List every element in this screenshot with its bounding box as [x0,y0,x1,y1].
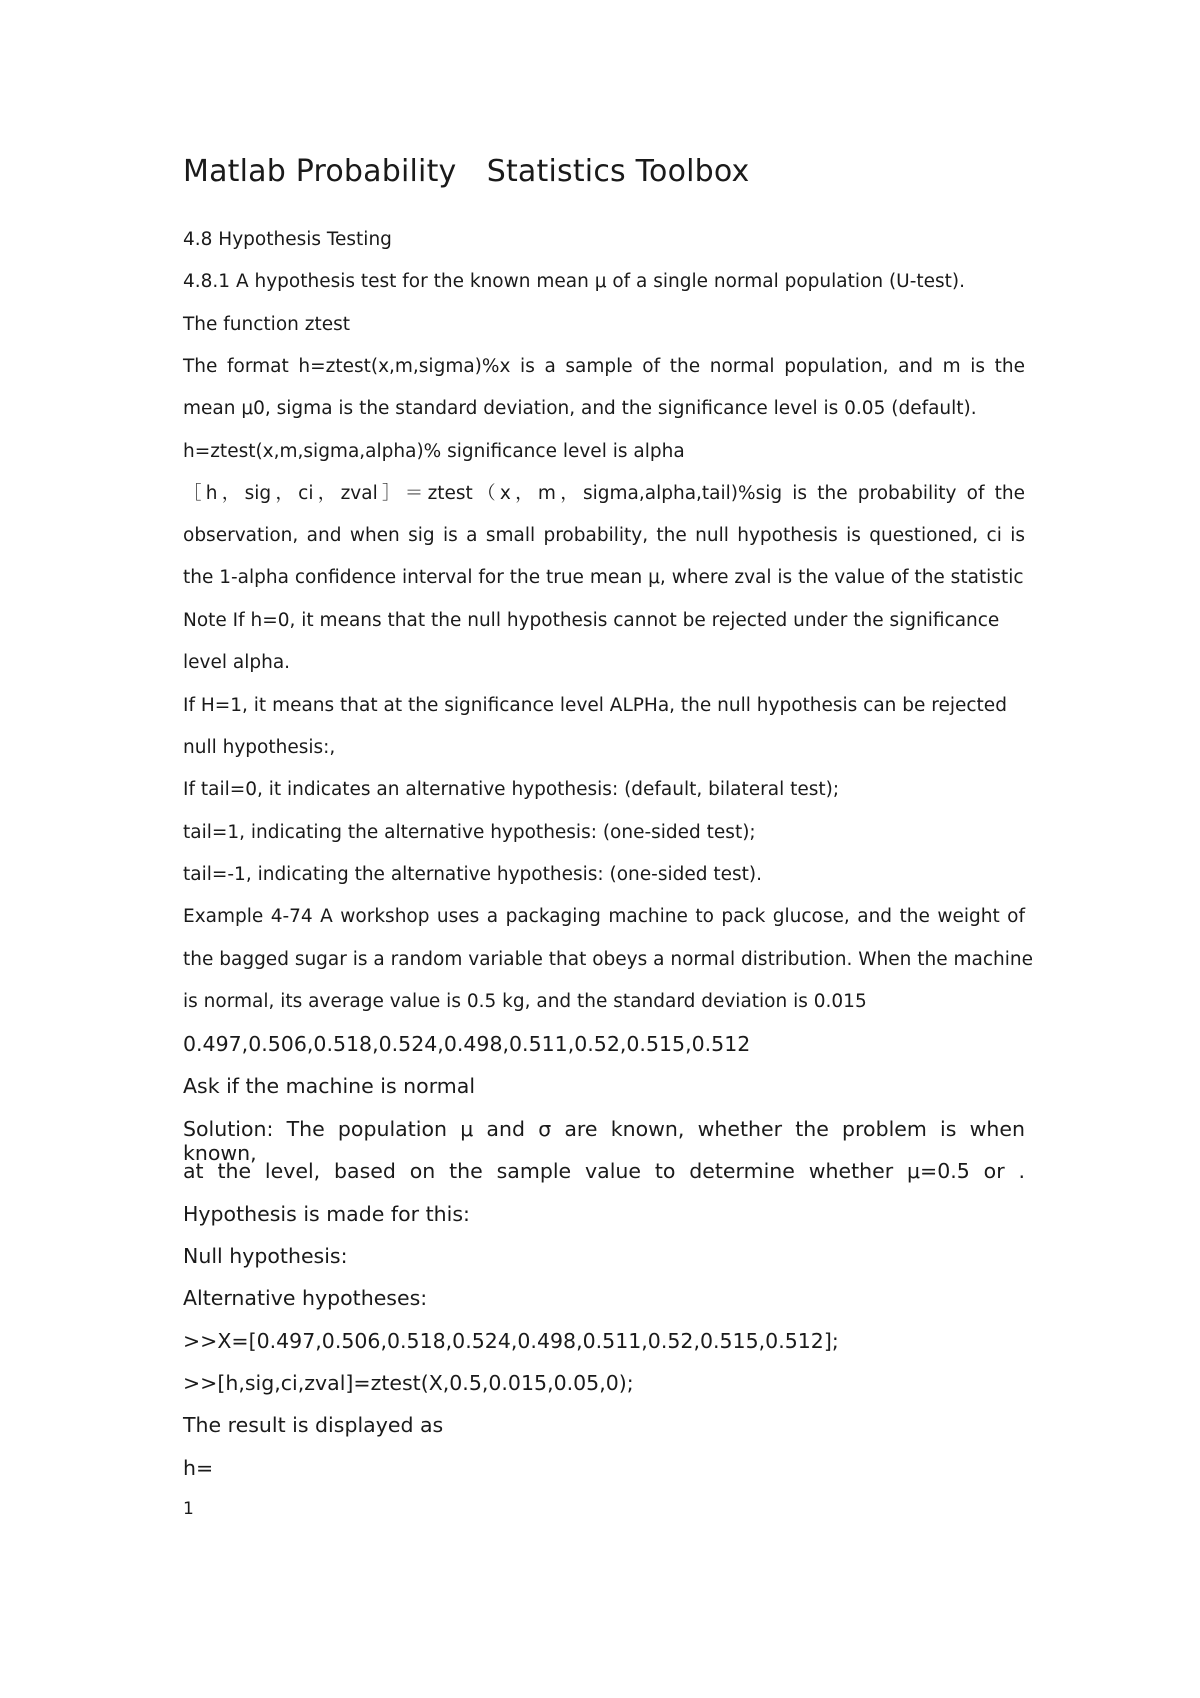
code-line: >>[h,sig,ci,zval]=ztest(X,0.5,0.015,0.05,0); [183,1371,634,1395]
text-line: ［h，sig，ci，zval］＝ztest（x，m，sigma,alpha,tail)%sig is the probability of the [183,483,1025,504]
text-line: null hypothesis:, [183,737,336,758]
text-line: Ask if the machine is normal [183,1074,476,1098]
text-line: The function ztest [183,314,350,335]
text-line: If H=1, it means that at the significance level ALPHa, the null hypothesis can be rejected [183,695,1007,716]
result-value: 1 [183,1499,194,1519]
text-line: The result is displayed as [183,1413,444,1437]
text-line: Alternative hypotheses: [183,1286,428,1310]
section-heading: 4.8 Hypothesis Testing [183,229,392,250]
text-line: the bagged sugar is a random variable that obeys a normal distribution. When the machine [183,949,1033,970]
example-line: Example 4-74 A workshop uses a packaging machine to pack glucose, and the weight of [183,906,1025,927]
sample-values: 0.497,0.506,0.518,0.524,0.498,0.511,0.52,0.515,0.512 [183,1032,751,1056]
solution-line: Solution: The population μ and σ are known, whether the problem is when known, [183,1117,1025,1165]
text-line: Null hypothesis: [183,1244,348,1268]
text-line: If tail=0, it indicates an alternative hypothesis: (default, bilateral test); [183,779,840,800]
text-line: h=ztest(x,m,sigma,alpha)% significance level is alpha [183,441,685,462]
text-line: level alpha. [183,652,291,673]
text-line: is normal, its average value is 0.5 kg, and the standard deviation is 0.015 [183,991,867,1012]
text-line: tail=-1, indicating the alternative hypothesis: (one-sided test). [183,864,762,885]
text-line: mean μ0, sigma is the standard deviation, and the significance level is 0.05 (default). [183,398,977,419]
document-title: Matlab Probability Statistics Toolbox [183,154,750,189]
subsection-heading: 4.8.1 A hypothesis test for the known mean μ of a single normal population (U-test). [183,271,966,292]
code-line: >>X=[0.497,0.506,0.518,0.524,0.498,0.511,0.52,0.515,0.512]; [183,1329,839,1353]
text-line: Hypothesis is made for this: [183,1202,470,1226]
note-line: Note If h=0, it means that the null hypothesis cannot be rejected under the significance [183,610,1000,631]
text-line: at the level, based on the sample value to determine whether μ=0.5 or . [183,1159,1025,1183]
text-line: the 1-alpha confidence interval for the true mean μ, where zval is the value of the statistic [183,567,1024,588]
text-line: tail=1, indicating the alternative hypothesis: (one-sided test); [183,822,756,843]
result-label: h= [183,1456,214,1480]
text-line: observation, and when sig is a small probability, the null hypothesis is questioned, ci is [183,525,1025,546]
text-line: The format h=ztest(x,m,sigma)%x is a sample of the normal population, and m is the [183,356,1025,377]
